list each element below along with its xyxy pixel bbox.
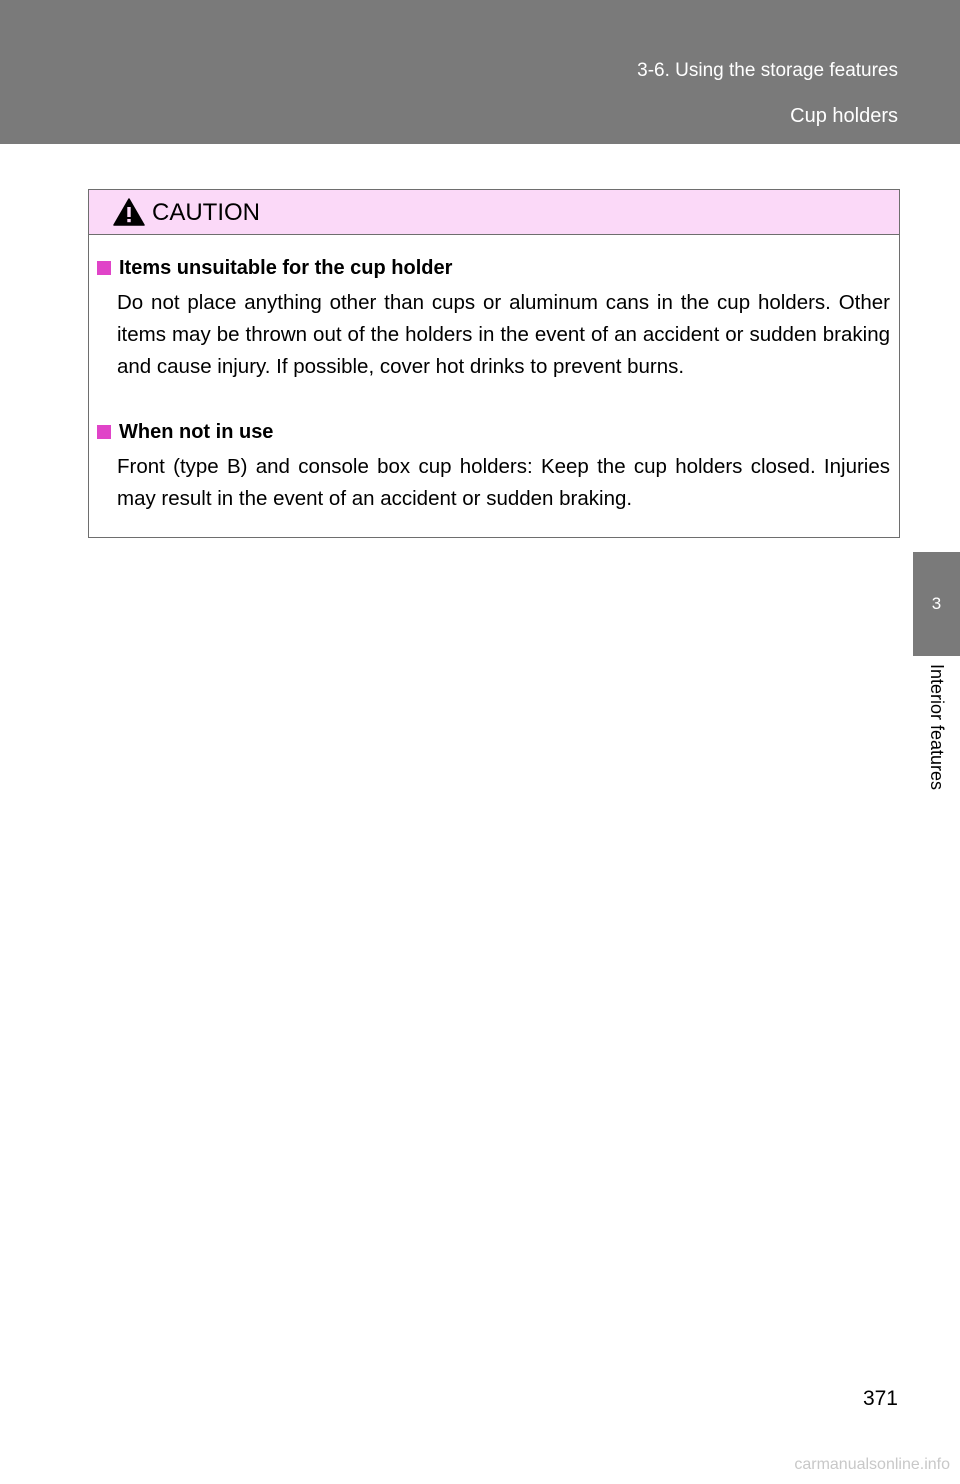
- caution-title: CAUTION: [152, 199, 260, 226]
- chapter-tab-label: [913, 656, 960, 976]
- caution-item-heading-text: Items unsuitable for the cup holder: [119, 256, 453, 279]
- caution-item-body: Front (type B) and console box cup holders: Keep the cup holders closed. Injuries may result in the event of an accident or sudden braking.: [117, 455, 890, 510]
- square-bullet-icon: [97, 425, 111, 439]
- caution-item-heading: [97, 256, 452, 280]
- chapter-tab-label-text: Interior features: [927, 664, 947, 791]
- caution-box: [88, 189, 900, 538]
- caution-item-heading-text: When not in use: [119, 420, 274, 443]
- chapter-tab-number: 3: [913, 552, 960, 656]
- watermark-text: carmanualsonline.info: [794, 1456, 950, 1473]
- caution-item-body: Do not place anything other than cups or aluminum cans in the cup holders. Other items may be thrown out of the holders in the event of an accident or sudden braking and cause injury. If possible, cover hot drinks to prevent burns.: [117, 291, 890, 378]
- page-number: 371: [862, 1387, 898, 1410]
- page-header: [0, 0, 960, 144]
- square-bullet-icon: [97, 261, 111, 275]
- caution-header: [89, 190, 899, 235]
- caution-item-heading: [97, 420, 273, 444]
- subsection-title: Cup holders: [790, 105, 898, 127]
- warning-triangle-icon: [113, 198, 145, 226]
- section-title: 3-6. Using the storage features: [637, 60, 898, 81]
